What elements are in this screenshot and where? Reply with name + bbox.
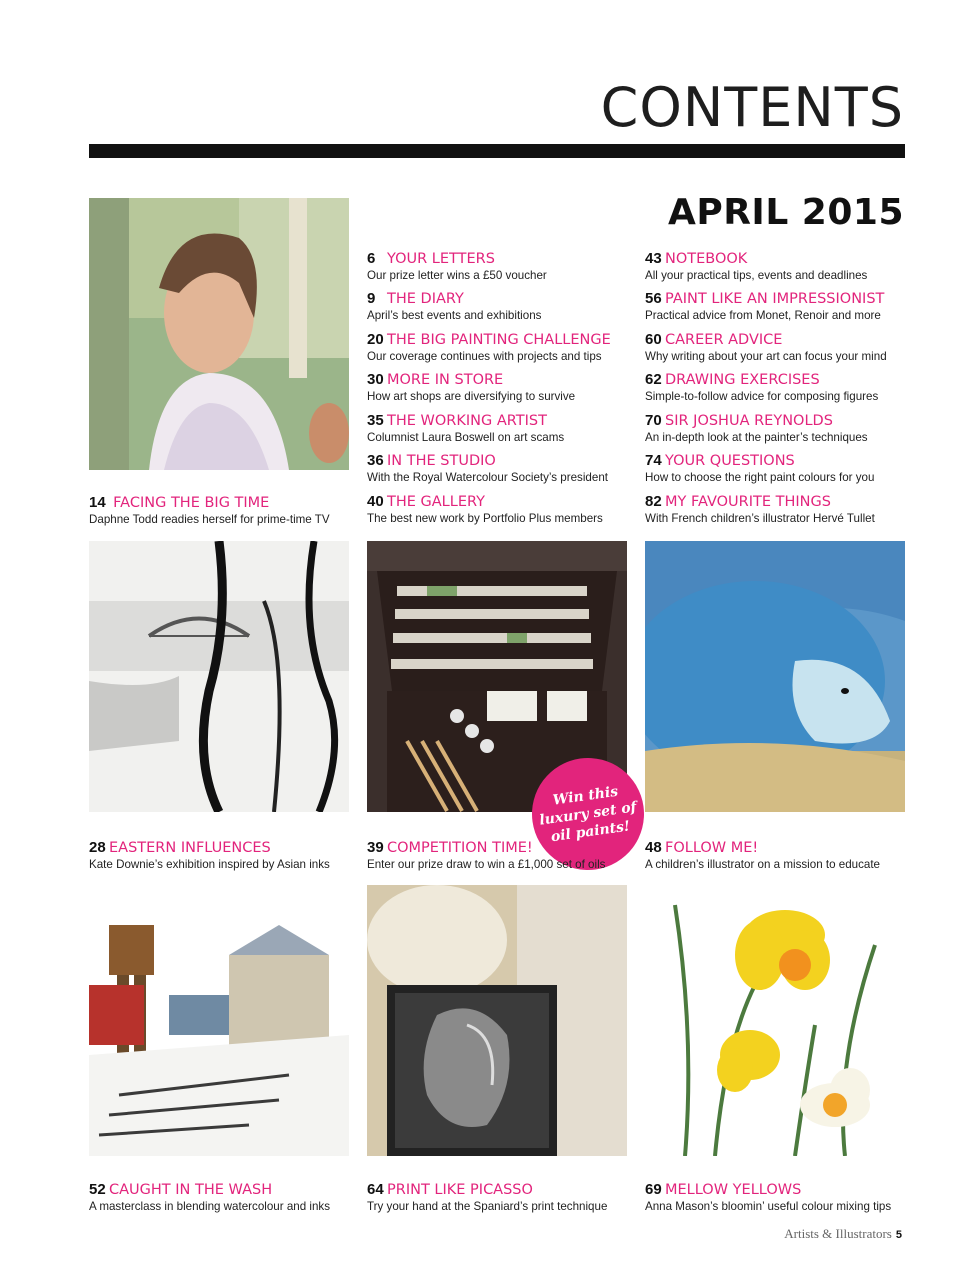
entry-description: With the Royal Watercolour Society’s president [367,471,608,484]
entry-description: The best new work by Portfolio Plus members [367,512,603,525]
feature-entry[interactable] [367,1181,637,1214]
page-number: 56 [645,290,662,307]
page-number: 28 [89,839,106,856]
entry-description: How to choose the right paint colours for you [645,471,875,484]
feature-entry[interactable] [367,839,637,872]
contents-entry[interactable] [645,250,915,283]
blue-creature-illustration-image[interactable] [645,541,905,812]
page-title: CONTENTS [600,76,904,139]
entry-title: THE DIARY [387,291,464,307]
page-number: 30 [367,371,384,388]
entry-description: Try your hand at the Spaniard’s print technique [367,1200,608,1213]
entry-description: Daphne Todd readies herself for prime-time TV [89,513,330,526]
page-number: 52 [89,1181,106,1198]
entry-title: COMPETITION TIME! [387,840,533,856]
feature-entry[interactable] [645,839,915,872]
entry-title: DRAWING EXERCISES [665,372,820,388]
entry-title: PAINT LIKE AN IMPRESSIONIST [665,291,885,307]
entry-description: Columnist Laura Boswell on art scams [367,431,565,444]
entry-title: THE GALLERY [387,494,486,510]
contents-entry[interactable] [645,452,915,485]
entry-title: SIR JOSHUA REYNOLDS [665,413,833,429]
page-number: 69 [645,1181,662,1198]
entry-title: NOTEBOOK [665,251,748,267]
feature-entry[interactable] [89,839,359,872]
entry-description: Practical advice from Monet, Renoir and more [645,309,881,322]
contents-entry[interactable] [367,371,637,404]
page-number: 82 [645,493,662,510]
portrait-painting-image[interactable] [89,198,349,470]
entry-description: Enter our prize draw to win a £1,000 set of oils [367,858,606,871]
page-number: 40 [367,493,384,510]
entry-title: EASTERN INFLUENCES [109,840,271,856]
entry-description: With French children’s illustrator Hervé Tullet [645,512,875,525]
contents-entry[interactable] [367,452,637,485]
page-number: 20 [367,331,384,348]
contents-entry[interactable] [367,493,637,526]
entry-title: THE BIG PAINTING CHALLENGE [387,332,611,348]
entry-title: THE WORKING ARTIST [387,413,547,429]
page-number: 62 [645,371,662,388]
page-number: 35 [367,412,384,429]
entry-title: MY FAVOURITE THINGS [665,494,831,510]
title-rule [89,144,905,158]
page-number: 60 [645,331,662,348]
entry-description: Anna Mason’s bloomin’ useful colour mixing tips [645,1200,892,1213]
entry-description: A masterclass in blending watercolour and inks [89,1200,331,1213]
folio-number: 5 [895,1229,902,1241]
linocut-print-image[interactable] [367,885,627,1156]
entry-title: YOUR LETTERS [387,251,495,267]
contents-entry[interactable] [367,331,637,364]
page-number: 64 [367,1181,384,1198]
entry-title: FACING THE BIG TIME [113,495,270,511]
contents-entry[interactable] [645,290,915,323]
page-footer [784,1226,902,1242]
entry-description: Simple-to-follow advice for composing figures [645,390,879,403]
contents-entry[interactable] [645,493,915,526]
feature-entry[interactable] [645,1181,915,1214]
contents-entry[interactable] [645,412,915,445]
magazine-name: Artists & Illustrators [784,1226,892,1241]
entry-title: CAREER ADVICE [665,332,783,348]
watercolour-street-image[interactable] [89,885,349,1156]
entry-title: MELLOW YELLOWS [665,1182,802,1198]
badge-text: Win this luxury set of oil paints! [538,783,638,846]
entry-title: FOLLOW ME! [665,840,759,856]
contents-entry[interactable] [367,412,637,445]
page-number: 43 [645,250,662,267]
page-number: 70 [645,412,662,429]
feature-entry[interactable] [89,494,359,527]
entry-description: Kate Downie’s exhibition inspired by Asian inks [89,858,330,871]
entry-description: Our coverage continues with projects and tips [367,350,602,363]
page-number: 74 [645,452,662,469]
issue-date: APRIL 2015 [667,192,904,233]
contents-entry[interactable] [645,371,915,404]
entry-description: All your practical tips, events and deadlines [645,269,868,282]
page-number: 9 [367,290,376,307]
entry-description: A children’s illustrator on a mission to educate [645,858,881,871]
entry-description: An in-depth look at the painter’s techniques [645,431,868,444]
entry-title: CAUGHT IN THE WASH [109,1182,273,1198]
feature-entry[interactable] [89,1181,359,1214]
daffodils-painting-image[interactable] [645,885,905,1156]
entry-description: Our prize letter wins a £50 voucher [367,269,547,282]
entry-description: How art shops are diversifying to survive [367,390,576,403]
page-number: 14 [89,494,106,511]
entry-title: MORE IN STORE [387,372,504,388]
page-number: 39 [367,839,384,856]
page-number: 36 [367,452,384,469]
contents-entry[interactable] [645,331,915,364]
page-number: 48 [645,839,662,856]
entry-description: April’s best events and exhibitions [367,309,542,322]
contents-entry[interactable] [367,290,637,323]
entry-title: IN THE STUDIO [387,453,496,469]
contents-entry[interactable] [367,250,637,283]
entry-title: YOUR QUESTIONS [665,453,795,469]
entry-title: PRINT LIKE PICASSO [387,1182,533,1198]
entry-description: Why writing about your art can focus your mind [645,350,887,363]
ink-bridge-painting-image[interactable] [89,541,349,812]
page-number: 6 [367,250,376,267]
